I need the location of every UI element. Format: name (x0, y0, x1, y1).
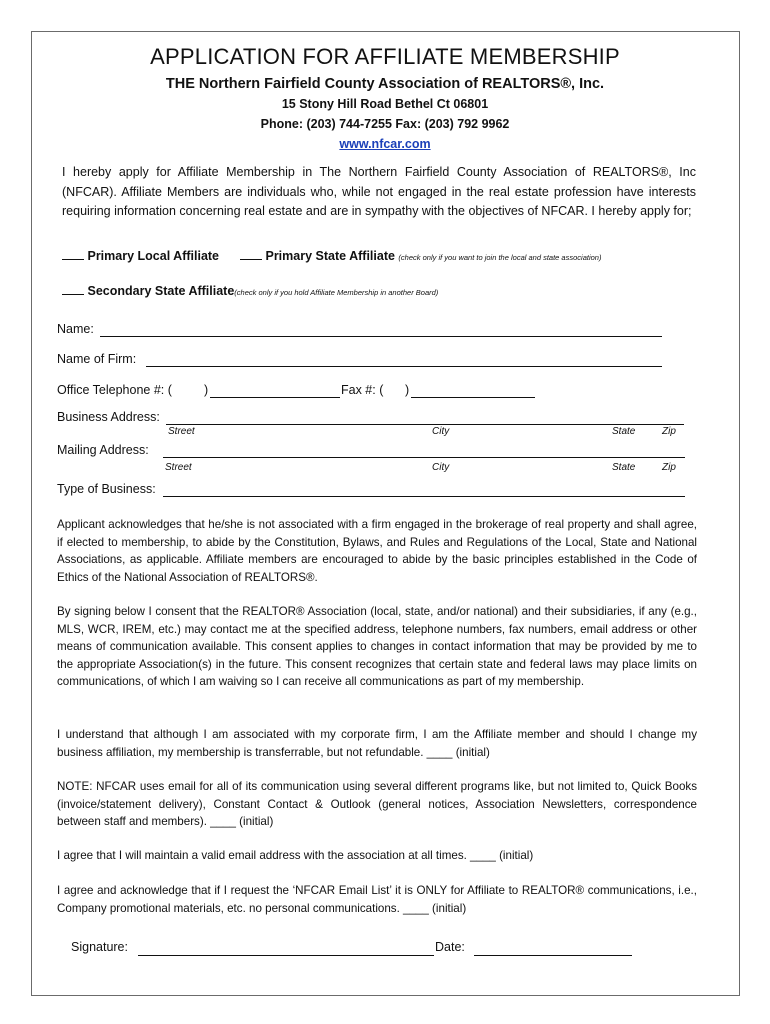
primary-state-label: Primary State Affiliate (265, 249, 395, 263)
mailing-address-input-line[interactable] (163, 457, 685, 458)
business-address-label: Business Address: (57, 410, 160, 424)
website-link[interactable]: www.nfcar.com (339, 137, 431, 151)
organization-address: 15 Stony Hill Road Bethel Ct 06801 (281, 97, 489, 111)
option-primary-local[interactable] (62, 248, 219, 263)
acknowledgement-paragraph: Applicant acknowledges that he/she is not associated with a firm engaged in the brokerage of real property and shall agree, if elected to membership, to abide by the Constitution, Bylaws, and Rules and Regulations of the Local, State and National Associations, as applicable. Affiliate members are encouraged to abide by the basic principles established in the Code of Ethics of the National Association of REALTORS®. (57, 518, 697, 584)
office-telephone-label: Office Telephone #: ( (57, 383, 172, 397)
date-input-line[interactable] (474, 955, 632, 956)
name-label: Name: (57, 322, 94, 336)
business-city-caption: City (432, 426, 450, 437)
mailing-city-caption: City (432, 462, 450, 473)
email-list-paragraph: I agree and acknowledge that if I request the ‘NFCAR Email List’ it is ONLY for Affiliate to REALTOR® communications, i.e., Company promotional materials, etc. no personal communications. ____ (initial) (57, 884, 697, 915)
page-title: APPLICATION FOR AFFILIATE MEMBERSHIP (150, 44, 620, 69)
primary-state-note: (check only if you want to join the local and state association) (398, 253, 602, 262)
business-state-caption: State (612, 426, 636, 437)
mailing-address-label: Mailing Address: (57, 443, 149, 457)
fax-label: Fax #: ( (341, 383, 384, 397)
firm-label: Name of Firm: (57, 352, 137, 366)
intro-paragraph: I hereby apply for Affiliate Membership in The Northern Fairfield County Association of REALTORS®, Inc (NFCAR). Affiliate Members are individuals who, while not engaged in the real estate profession have interests requiring information concerning real estate and are in sympathy with the objectives of NFCAR. I hereby apply for; (62, 165, 696, 218)
name-input-line[interactable] (100, 336, 662, 337)
signature-label: Signature: (71, 940, 128, 954)
primary-state-checkbox[interactable] (240, 248, 262, 260)
email-note-paragraph: NOTE: NFCAR uses email for all of its communication using several different programs like, but not limited to, Quick Books (invoice/statement delivery), Constant Contact & Outlook (general notices, Association Newsletters, correspondence between staff and members). ____ (initial) (57, 780, 697, 828)
signature-input-line[interactable] (138, 955, 434, 956)
phone-fax-line: Phone: (203) 744-7255 Fax: (203) 792 9962 (260, 117, 510, 131)
primary-local-checkbox[interactable] (62, 248, 84, 260)
date-label: Date: (435, 940, 465, 954)
telephone-paren: ) (204, 383, 209, 397)
business-address-input-line[interactable] (166, 424, 684, 425)
business-zip-caption: Zip (662, 426, 676, 437)
secondary-state-label: Secondary State Affiliate (87, 284, 235, 298)
email-agreement-paragraph: I agree that I will maintain a valid email address with the association at all times. ____ (initial) (57, 849, 534, 862)
affiliation-paragraph: I understand that although I am associated with my corporate firm, I am the Affiliate member and should I change my business affiliation, my membership is transferrable, but not refundable. ____ (initial) (57, 728, 697, 759)
mailing-zip-caption: Zip (662, 462, 676, 473)
website-row (0, 137, 770, 151)
mailing-state-caption: State (612, 462, 636, 473)
mailing-street-caption: Street (165, 462, 192, 473)
consent-paragraph: By signing below I consent that the REALTOR® Association (local, state, and/or national) and their subsidiaries, if any (e.g., MLS, WCR, IREM, etc.) may contact me at the specified address, telephone numbers, fax numbers, email address or other means of communication available. This consent applies to changes in contact information that may be provided by me to the appropriate Association(s) in the future. This consent recognizes that certain state and federal laws may place limits on communications, of which I am waiving so I can receive all communications as part of my membership. (57, 605, 697, 688)
organization-name: THE Northern Fairfield County Association of REALTORS®, Inc. (165, 76, 605, 92)
secondary-state-checkbox[interactable] (62, 283, 84, 295)
primary-local-label: Primary Local Affiliate (87, 249, 220, 263)
secondary-state-note: (check only if you hold Affiliate Membership in another Board) (234, 288, 439, 297)
business-street-caption: Street (168, 426, 195, 437)
office-telephone-input-line[interactable] (210, 397, 340, 398)
type-of-business-label: Type of Business: (57, 482, 156, 496)
fax-input-line[interactable] (411, 397, 535, 398)
type-of-business-input-line[interactable] (163, 496, 685, 497)
firm-input-line[interactable] (146, 366, 662, 367)
option-primary-state[interactable] (240, 248, 601, 263)
option-secondary-state[interactable] (62, 283, 438, 298)
fax-paren: ) (405, 383, 410, 397)
